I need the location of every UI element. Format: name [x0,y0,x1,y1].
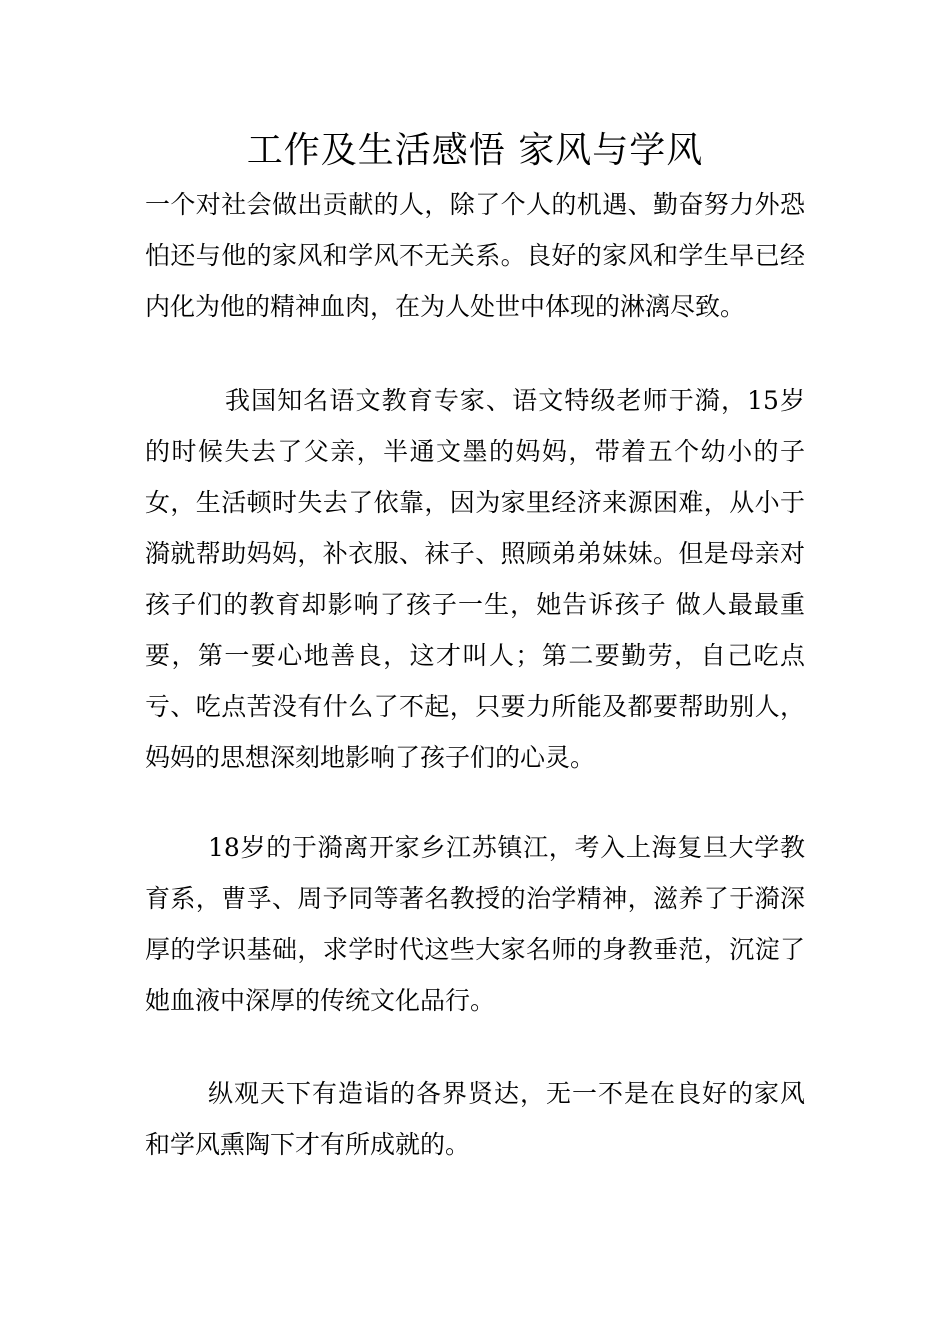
paragraph-yu-yi-education: 18岁的于漪离开家乡江苏镇江，考入上海复旦大学教育系，曹孚、周予同等著名教授的治学精神，滋养了于漪深厚的学识基础，求学时代这些大家名师的身教垂范，沉淀了她血液中深厚的传统文化品行。 [145,833,805,1015]
paragraph-intro: 一个对社会做出贡献的人，除了个人的机遇、勤奋努力外恐怕还与他的家风和学风不无关系。良好的家风和学生早已经内化为他的精神血肉，在为人处世中体现的淋漓尽致。 [145,190,805,321]
paragraph-conclusion: 纵观天下有造诣的各界贤达，无一不是在良好的家风和学风熏陶下才有所成就的。 [145,1079,805,1159]
paragraph-yu-yi-childhood: 我国知名语文教育专家、语文特级老师于漪，15岁的时候失去了父亲，半通文墨的妈妈，带着五个幼小的子女，生活顿时失去了依靠，因为家里经济来源困难，从小于漪就帮助妈妈，补衣服、袜子、照顾弟弟妹妹。但是母亲对孩子们的教育却影响了孩子一生，她告诉孩子 做人最最重要，第一要心地善良，这才叫人；第二要勤劳，自己吃点亏、吃点苦没有什么了不起，只要力所能及都要帮助别人，妈妈的思想深刻地影响了孩子们的心灵。 [145,386,805,772]
document-title: 工作及生活感悟 家风与学风 [246,130,704,171]
